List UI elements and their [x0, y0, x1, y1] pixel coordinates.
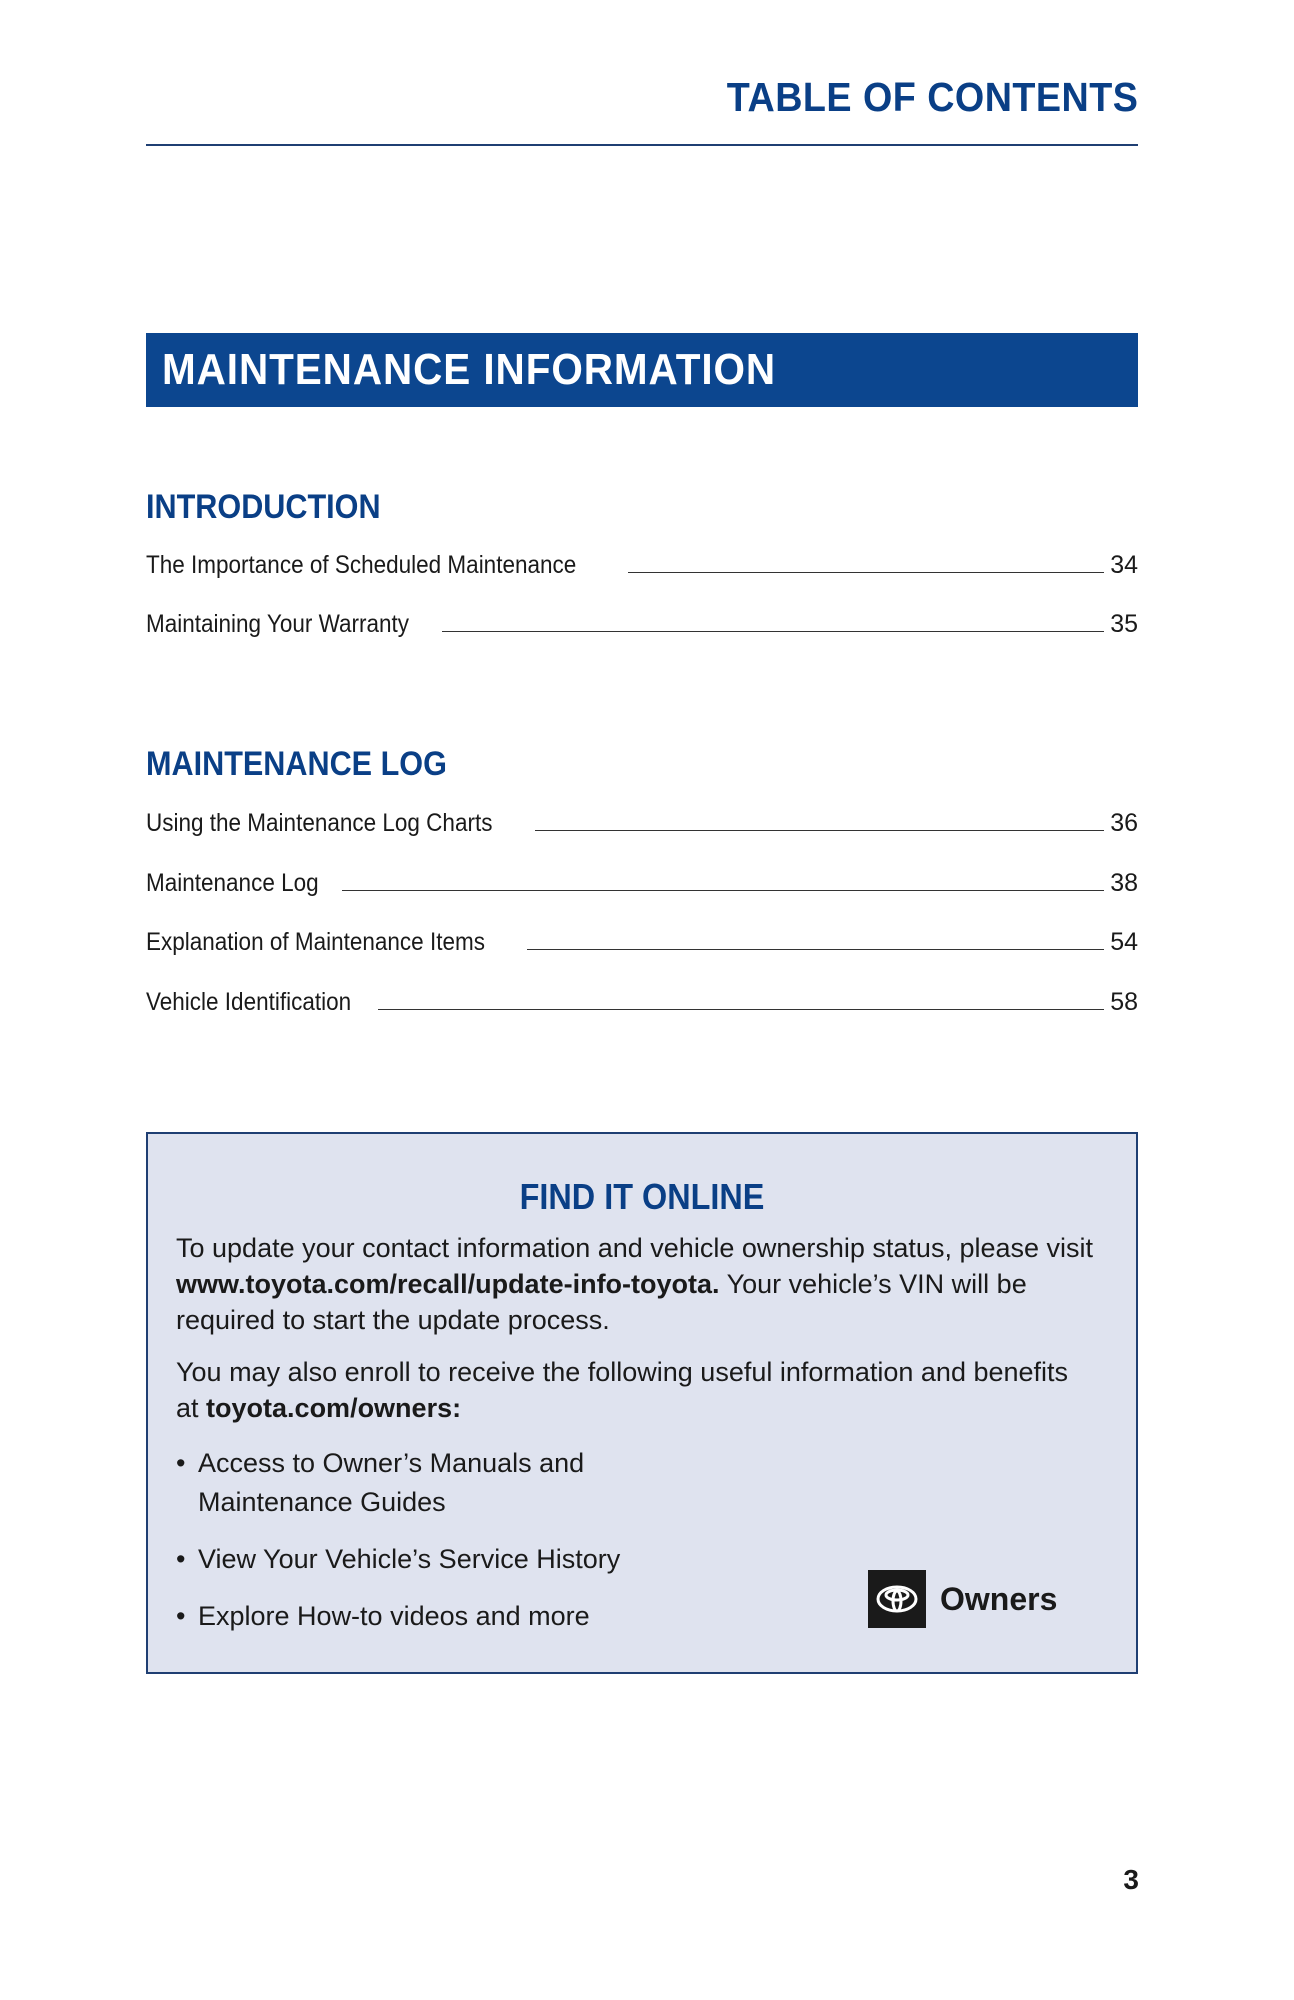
maintenance-log-heading: MAINTENANCE LOG: [146, 745, 447, 783]
toc-entry[interactable]: [146, 546, 1138, 580]
owners-link[interactable]: toyota.com/owners:: [206, 1393, 462, 1423]
owners-logo-text: Owners: [940, 1580, 1058, 1617]
benefit-list-item: [176, 1540, 656, 1579]
bullet-icon: •: [176, 1448, 186, 1478]
toc-entry-label: Maintenance Log: [146, 869, 319, 897]
enroll-text: You may also enroll to receive the following useful information and benefits at: [176, 1357, 1069, 1423]
section-banner-title: MAINTENANCE INFORMATION: [162, 345, 777, 394]
toc-leader-line: [628, 572, 1104, 573]
toc-entry[interactable]: [146, 923, 1138, 957]
toc-entry-label: Vehicle Identification: [146, 988, 352, 1016]
toc-page-number: 54: [1110, 928, 1138, 956]
update-info-link[interactable]: www.toyota.com/recall/update-info-toyota.: [176, 1269, 720, 1299]
update-info-text-end: Your vehicle’s VIN will be required to start the update process.: [176, 1269, 1027, 1335]
benefit-text: Access to Owner’s Manuals and Maintenance Guides: [198, 1448, 585, 1517]
toc-page-number: 58: [1110, 988, 1138, 1016]
toc-entry[interactable]: [146, 605, 1138, 639]
toc-entry-label: The Importance of Scheduled Maintenance: [146, 551, 577, 579]
page-header: [146, 62, 1138, 146]
toc-entry-label: Using the Maintenance Log Charts: [146, 809, 493, 837]
toc-entry[interactable]: [146, 804, 1138, 838]
toc-leader-line: [527, 949, 1104, 950]
find-it-online-title: [148, 1176, 1136, 1218]
page-title: TABLE OF CONTENTS: [726, 74, 1138, 120]
benefit-list-item: [176, 1597, 656, 1636]
update-info-paragraph: [176, 1230, 1096, 1338]
introduction-heading: INTRODUCTION: [146, 488, 381, 526]
toc-entry-label: Maintaining Your Warranty: [146, 610, 410, 638]
toc-leader-line: [442, 631, 1104, 632]
toc-leader-line: [342, 890, 1104, 891]
benefit-text: View Your Vehicle’s Service History: [198, 1544, 621, 1574]
toyota-owners-logo: [868, 1570, 1057, 1628]
find-it-online-box: [146, 1132, 1138, 1674]
toc-entry[interactable]: [146, 864, 1138, 898]
page-number: 3: [1123, 1864, 1139, 1895]
enroll-paragraph: [176, 1354, 1096, 1426]
toc-page-number: 34: [1110, 551, 1138, 579]
find-it-online-title-text: FIND IT ONLINE: [519, 1176, 765, 1217]
bullet-icon: •: [176, 1544, 186, 1574]
toc-leader-line: [535, 830, 1104, 831]
benefit-list-item: [176, 1444, 656, 1522]
toc-page-number: 35: [1110, 610, 1138, 638]
update-info-text: To update your contact information and vehicle ownership status, please visit: [176, 1233, 1094, 1263]
toc-page-number: 36: [1110, 809, 1138, 837]
benefit-text: Explore How-to videos and more: [198, 1601, 590, 1631]
toyota-emblem-icon: [868, 1570, 926, 1628]
toc-entry-label: Explanation of Maintenance Items: [146, 928, 485, 956]
bullet-icon: •: [176, 1601, 186, 1631]
toc-leader-line: [378, 1009, 1104, 1010]
toc-page-number: 38: [1110, 869, 1138, 897]
toc-entry[interactable]: [146, 983, 1138, 1017]
section-banner: [146, 333, 1138, 407]
